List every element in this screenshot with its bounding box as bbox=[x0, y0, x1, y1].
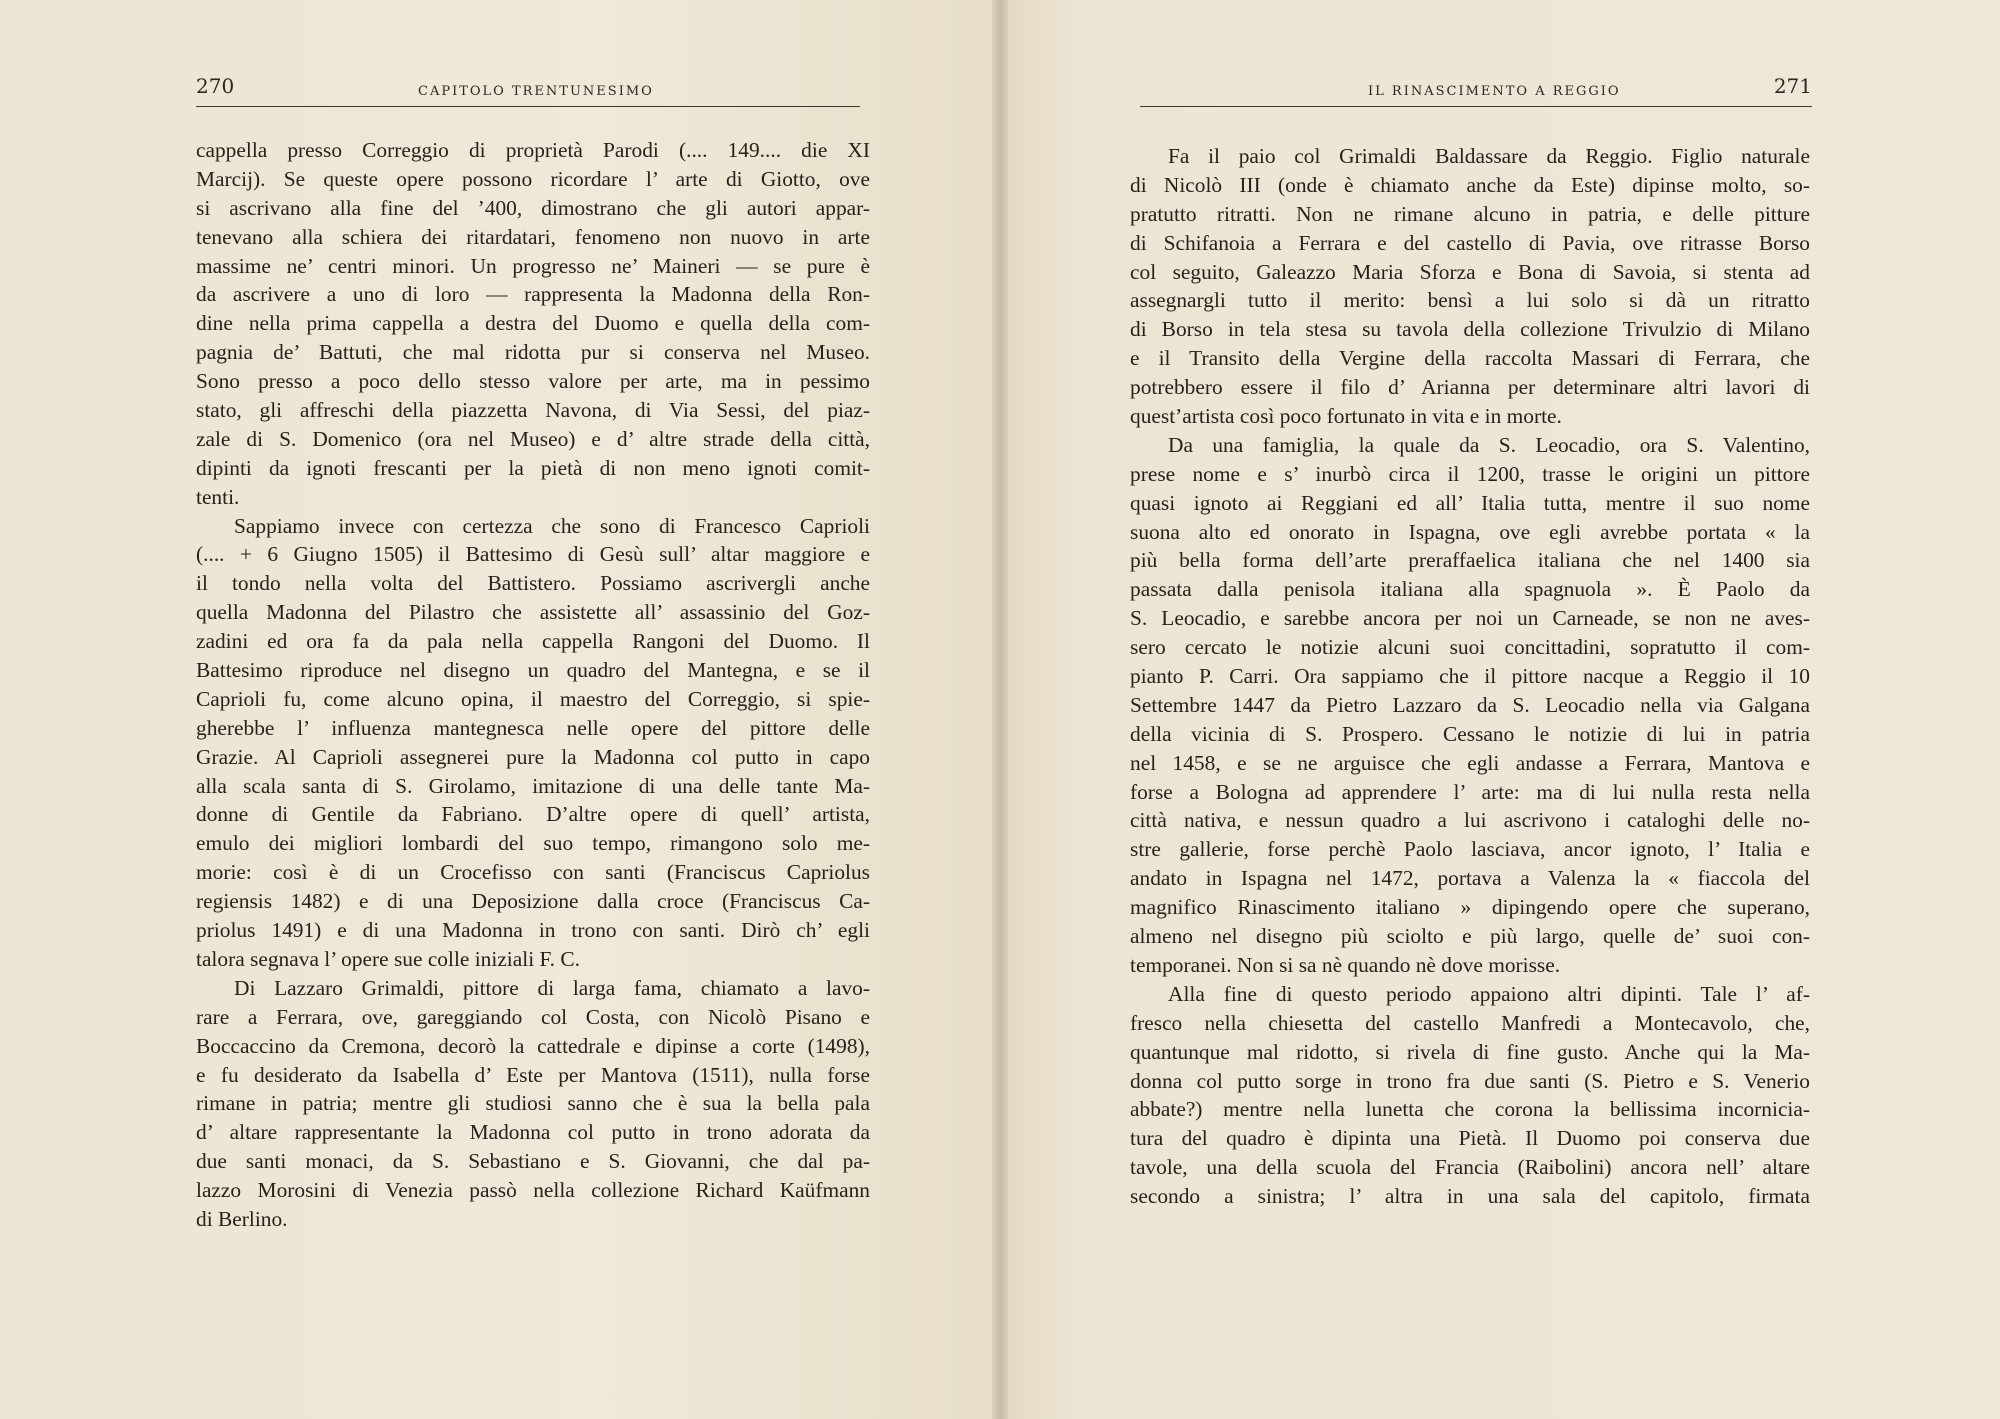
text-line: tenti. bbox=[196, 484, 240, 509]
text-line: quantunque mal ridotto, si rivela di fine gusto. Anche qui la Ma- bbox=[1130, 1039, 1810, 1064]
text-line: pratutto ritratti. Non ne rimane alcuno in patria, e delle pitture bbox=[1130, 201, 1810, 226]
text-line: donna col putto sorge in trono fra due santi (S. Pietro e S. Venerio bbox=[1130, 1068, 1810, 1093]
left-page-header bbox=[196, 72, 860, 107]
text-line: Sono presso a poco dello stesso valore per arte, ma in pessimo bbox=[196, 369, 870, 394]
text-line: magnifico Rinascimento italiano » dipingendo opere che superano, bbox=[1130, 895, 1810, 920]
text-line: (.... + 6 Giugno 1505) il Battesimo di Gesù sull’ altar maggiore e bbox=[196, 542, 870, 567]
text-line: andato in Ispagna nel 1472, portava a Valenza la « fiaccola del bbox=[1130, 866, 1810, 891]
text-line: potrebbero essere il filo d’ Arianna per determinare altri lavori di bbox=[1130, 375, 1810, 400]
text-line: da ascrivere a uno di loro — rappresenta la Madonna della Ron- bbox=[196, 282, 870, 307]
running-title: IL RINASCIMENTO A REGGIO bbox=[1368, 84, 1621, 99]
page-number: 270 bbox=[196, 74, 235, 98]
text-line: emulo dei migliori lombardi del suo tempo, rimangono solo me- bbox=[196, 831, 870, 856]
text-line: assegnargli tutto il merito: bensì a lui solo si dà un ritratto bbox=[1130, 288, 1810, 313]
text-line: priolus 1491) e di una Madonna in trono con santi. Dirò ch’ egli bbox=[196, 918, 870, 943]
text-line: temporanei. Non si sa nè quando nè dove morisse. bbox=[1130, 952, 1561, 977]
text-line: tura del quadro è dipinta una Pietà. Il Duomo poi conserva due bbox=[1130, 1126, 1810, 1151]
text-line: Fa il paio col Grimaldi Baldassare da Reggio. Figlio naturale bbox=[1168, 144, 1810, 168]
text-line: tenevano alla schiera dei ritardatari, fenomeno non nuovo in arte bbox=[196, 224, 870, 249]
text-line: città nativa, e nessun quadro a lui ascrivono i cataloghi delle no- bbox=[1130, 808, 1810, 833]
text-line: forse a Bologna ad apprendere l’ arte: ma di lui nulla resta nella bbox=[1130, 779, 1810, 804]
text-line: sero cercato le notizie alcuni suoi concittadini, sopratutto il com- bbox=[1130, 635, 1810, 660]
text-line: zale di S. Domenico (ora nel Museo) e d’ altre strade della città, bbox=[196, 426, 870, 451]
text-line: morie: così è di un Crocefisso con santi (Franciscus Capriolus bbox=[196, 860, 870, 885]
left-page-body bbox=[196, 136, 870, 1234]
right-page-body bbox=[1130, 142, 1810, 1211]
text-line: quasi ignoto ai Reggiani ed all’ Italia tutta, mentre il suo nome bbox=[1130, 490, 1810, 515]
text-line: almeno nel disegno più sciolto e più largo, quelle de’ suoi con- bbox=[1130, 924, 1810, 949]
text-line: il tondo nella volta del Battistero. Possiamo ascrivergli anche bbox=[196, 571, 870, 596]
text-line: secondo a sinistra; l’ altra in una sala del capitolo, firmata bbox=[1130, 1184, 1810, 1209]
text-line: zadini ed ora fa da pala nella cappella Rangoni del Duomo. Il bbox=[196, 629, 870, 654]
text-line: di Berlino. bbox=[196, 1206, 288, 1231]
page-number: 271 bbox=[1773, 74, 1812, 98]
text-line: di Borso in tela stesa su tavola della collezione Trivulzio di Milano bbox=[1130, 317, 1810, 342]
text-line: Alla fine di questo periodo appaiono altri dipinti. Tale l’ af- bbox=[1168, 981, 1810, 1006]
text-line: rimane in patria; mentre gli studiosi sanno che è sua la bella pala bbox=[196, 1091, 870, 1116]
text-line: si ascrivano alla fine del ’400, dimostrano che gli autori appar- bbox=[196, 195, 870, 220]
text-line: pagnia de’ Battuti, che mal ridotta pur si conserva nel Museo. bbox=[196, 340, 870, 365]
text-line: di Nicolò III (onde è chiamato anche da Este) dipinse molto, so- bbox=[1130, 172, 1810, 197]
book-gutter bbox=[992, 0, 1008, 1419]
text-line: più bella forma dell’arte preraffaelica italiana che nel 1400 sia bbox=[1130, 548, 1810, 573]
text-line: fresco nella chiesetta del castello Manfredi a Montecavolo, che, bbox=[1130, 1010, 1810, 1035]
text-line: passata dalla penisola italiana alla spagnuola ». È Paolo da bbox=[1130, 577, 1810, 602]
text-line: Di Lazzaro Grimaldi, pittore di larga fama, chiamato a lavo- bbox=[234, 975, 870, 1000]
text-line: e fu desiderato da Isabella d’ Este per Mantova (1511), nulla forse bbox=[196, 1062, 870, 1087]
text-line: col seguito, Galeazzo Maria Sforza e Bona di Savoia, si stenta ad bbox=[1130, 259, 1810, 284]
text-line: stre gallerie, forse perchè Paolo lasciava, ancor ignoto, l’ Italia e bbox=[1130, 837, 1810, 862]
text-line: talora segnava l’ opere sue colle iniziali F. C. bbox=[196, 946, 580, 971]
text-line: suona alto ed onorato in Ispagna, ove egli avrebbe portata « la bbox=[1130, 519, 1810, 544]
text-line: Da una famiglia, la quale da S. Leocadio, ora S. Valentino, bbox=[1168, 432, 1810, 457]
text-line: di Schifanoia a Ferrara e del castello di Pavia, ove ritrasse Borso bbox=[1130, 230, 1810, 255]
text-line: pianto P. Carri. Ora sappiamo che il pittore nacque a Reggio il 10 bbox=[1130, 664, 1810, 689]
text-line: Marcij). Se queste opere possono ricordare l’ arte di Giotto, ove bbox=[196, 166, 870, 191]
right-page bbox=[1000, 0, 2000, 1419]
text-line: Sappiamo invece con certezza che sono di Francesco Caprioli bbox=[234, 513, 870, 538]
text-line: regiensis 1482) e di una Deposizione dalla croce (Franciscus Ca- bbox=[196, 889, 870, 914]
text-line: della vicinia di S. Prospero. Cessano le notizie di lui in patria bbox=[1130, 721, 1810, 746]
text-line: quella Madonna del Pilastro che assistette all’ assassinio del Goz- bbox=[196, 600, 870, 625]
text-line: due santi monaci, da S. Sebastiano e S. Giovanni, che dal pa- bbox=[196, 1149, 870, 1174]
text-line: alla scala santa di S. Girolamo, imitazione di una delle tante Ma- bbox=[196, 773, 870, 798]
text-line: Settembre 1447 da Pietro Lazzaro da S. Leocadio nella via Galgana bbox=[1130, 692, 1810, 717]
text-line: Caprioli fu, come alcuno opina, il maestro del Correggio, si spie- bbox=[196, 686, 870, 711]
text-line: S. Leocadio, e sarebbe ancora per noi un Carneade, se non ne aves- bbox=[1130, 606, 1810, 631]
text-line: Grazie. Al Caprioli assegnerei pure la Madonna col putto in capo bbox=[196, 744, 870, 769]
text-line: tavole, una della scuola del Francia (Raibolini) ancora nell’ altare bbox=[1130, 1155, 1810, 1180]
running-title: CAPITOLO TRENTUNESIMO bbox=[418, 84, 654, 99]
text-line: abbate?) mentre nella lunetta che corona la bellissima incornicia- bbox=[1130, 1097, 1810, 1122]
text-line: Boccaccino da Cremona, decorò la cattedrale e dipinse a corte (1498), bbox=[196, 1033, 870, 1058]
text-line: e il Transito della Vergine della raccolta Massari di Ferrara, che bbox=[1130, 346, 1810, 371]
text-line: quest’artista così poco fortunato in vita e in morte. bbox=[1130, 404, 1562, 429]
text-line: donne di Gentile da Fabriano. D’altre opere di quell’ artista, bbox=[196, 802, 870, 827]
text-line: stato, gli affreschi della piazzetta Navona, di Via Sessi, del piaz- bbox=[196, 398, 870, 423]
text-line: rare a Ferrara, ove, gareggiando col Costa, con Nicolò Pisano e bbox=[196, 1004, 870, 1029]
right-page-header bbox=[1140, 72, 1812, 107]
text-line: massime ne’ centri minori. Un progresso ne’ Maineri — se pure è bbox=[196, 253, 870, 278]
text-line: lazzo Morosini di Venezia passò nella collezione Richard Kaüfmann bbox=[196, 1178, 870, 1203]
text-line: dipinti da ignoti frescanti per la pietà di non meno ignoti comit- bbox=[196, 455, 870, 480]
text-line: d’ altare rappresentante la Madonna col putto in trono adorata da bbox=[196, 1120, 870, 1145]
text-line: gherebbe l’ influenza mantegnesca nelle opere del pittore delle bbox=[196, 715, 870, 740]
text-line: prese nome e s’ inurbò circa il 1200, trasse le origini un pittore bbox=[1130, 461, 1810, 486]
text-line: cappella presso Correggio di proprietà Parodi (.... 149.... die XI bbox=[196, 138, 870, 162]
text-line: nel 1458, e se ne arguisce che egli andasse a Ferrara, Mantova e bbox=[1130, 750, 1810, 775]
text-line: Battesimo riproduce nel disegno un quadro del Mantegna, e se il bbox=[196, 658, 870, 683]
text-line: dine nella prima cappella a destra del Duomo e quella della com- bbox=[196, 311, 870, 336]
